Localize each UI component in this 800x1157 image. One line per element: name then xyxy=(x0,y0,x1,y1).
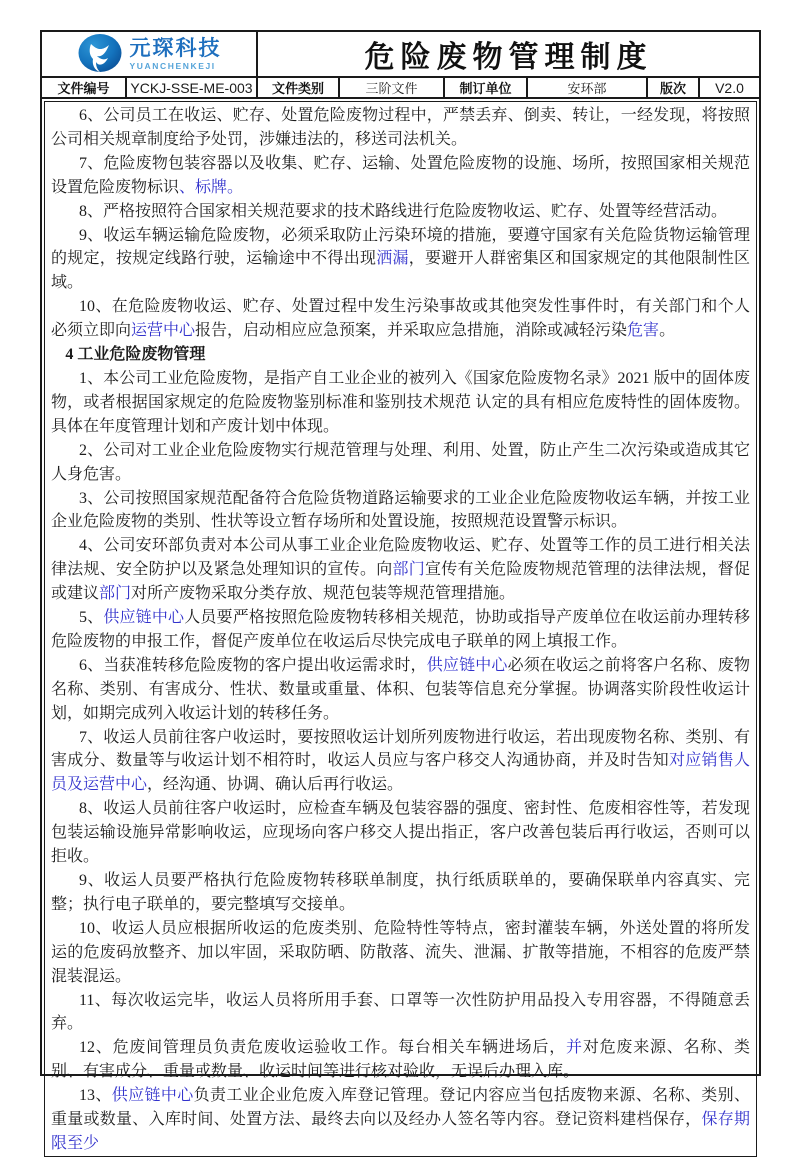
body-text: 5、 xyxy=(79,609,104,627)
body-text: 负责工业企业危废入库登记管理。登记内容应当包括废物来源、名称、类别、重量或数量、入库时间、处置方法、最终去向以及经办人签名等内容。登记资料建档保存， xyxy=(51,1087,750,1129)
body-text: 10、收运人员应根据所收运的危废类别、危险特性等特点，密封灌装车辆，外送处置的将所发运的危废码放整齐、加以牢固，采取防晒、防散落、流失、泄漏、扩散等措施，不相容的危废严禁混装混运。 xyxy=(51,919,750,985)
paragraph xyxy=(51,487,750,535)
paragraph xyxy=(51,152,750,200)
highlighted-text: 运营中心 xyxy=(131,322,196,340)
doc-issuer-label: 制订单位 xyxy=(445,78,528,97)
paragraph xyxy=(51,869,750,917)
doc-number-value: YCKJ-SSE-ME-003 xyxy=(127,78,258,97)
highlighted-text: 保存期限至少 xyxy=(51,1111,750,1152)
body-text: 6、当获准转移危险废物的客户提出收运需求时， xyxy=(79,656,427,674)
body-text: 12、危废间管理员负责危废收运验收工作。每台相关车辆进场后， xyxy=(79,1039,567,1057)
body-text: 报告，启动相应应急预案，并采取应急措施，消除或减轻污染 xyxy=(195,322,628,340)
doc-number-label: 文件编号 xyxy=(42,78,127,97)
body-text: 7、收运人员前往客户收运时，要按照收运计划所列废物进行收运，若出现废物名称、类别、有害成分、数量等与收运计划不相符时，收运人员应与客户移交人沟通协商，并及时告知 xyxy=(51,728,750,770)
paragraph xyxy=(51,439,750,487)
highlighted-text: 部门 xyxy=(392,561,426,579)
company-logo-text xyxy=(130,38,222,71)
doc-issuer-value: 安环部 xyxy=(528,78,648,97)
body-text: ，要避开人群密集区和国家规定的其他限制性区域。 xyxy=(51,250,750,292)
paragraph xyxy=(51,104,750,152)
document-header xyxy=(42,32,759,78)
document-title: 危险废物管理制度 xyxy=(364,41,653,74)
highlighted-text: 对应销售人员及运营中心 xyxy=(51,752,750,794)
body-text: 8、收运人员前往客户收运时，应检查车辆及包装容器的强度、密封性、危废相容性等，若发现包装运输设施异常影响收运，应现场向客户移交人提出指正，客户改善包装后再行收运，否则可以拒收。 xyxy=(51,800,750,866)
highlighted-text: 供应链中心 xyxy=(111,1087,194,1105)
body-text: 9、收运人员要严格执行危险废物转移联单制度，执行纸质联单的，要确保联单内容真实、完整；执行电子联单的，要完整填写交接单。 xyxy=(51,872,750,913)
body-text: 宣传有关危险废物规范管理的法律法规，督促或建议 xyxy=(51,561,750,603)
body-text: 对所产废物采取分类存放、规范包装等规范管理措施。 xyxy=(131,585,516,603)
highlighted-text: 供应链中心 xyxy=(103,609,185,627)
brand-name-en: YUANCHENKEJI xyxy=(129,60,216,71)
company-logo xyxy=(42,32,258,76)
body-text: 1、本公司工业危险废物，是指产自工业企业的被列入《国家危险废物名录》2021 版中的固体废物，或者根据国家规定的危险废物鉴别标准和鉴别技术规范 认定的具有相应危废特性的固体废物。具体在年度管理计划和产废计划中体现。 xyxy=(51,369,750,435)
highlighted-text: 危害 xyxy=(627,322,660,340)
paragraph xyxy=(51,534,750,606)
paragraph xyxy=(51,1084,750,1156)
body-text: 4、公司安环部负责对本公司从事工业企业危险废物收运、贮存、处置等工作的员工进行相关法律法规、安全防护以及紧急处理知识的宣传。向 xyxy=(51,537,750,579)
body-text: 3、公司按照国家规范配备符合危险货物道路运输要求的工业企业危险废物收运车辆，并按工业企业危险废物的类别、性状等设立暂存场所和处置设施，按照规范设置警示标识。 xyxy=(51,489,750,531)
company-logo-icon xyxy=(77,33,123,75)
paragraph xyxy=(51,1036,750,1084)
doc-category-value: 三阶文件 xyxy=(340,78,445,97)
document-body xyxy=(44,101,757,1157)
body-text: 。 xyxy=(659,322,676,340)
highlighted-text: 部门 xyxy=(99,585,132,603)
highlighted-text: 并 xyxy=(566,1039,583,1057)
section-heading xyxy=(51,343,750,367)
doc-version-label: 版次 xyxy=(648,78,700,97)
body-text: 8、严格按照符合国家相关规范要求的技术路线进行危险废物收运、贮存、处置等经营活动。 xyxy=(79,202,728,220)
body-text: 13、 xyxy=(79,1087,112,1105)
doc-category-label: 文件类别 xyxy=(258,78,340,97)
paragraph xyxy=(51,295,750,343)
body-text: 10、在危险废物收运、贮存、处置过程中发生污染事故或其他突发性事件时，有关部门和个人必须立即向 xyxy=(51,298,750,340)
paragraph xyxy=(51,917,750,989)
body-text: 对危废来源、名称、类别、有害成分、重量或数量、收运时间等进行核对验收，无误后办理入库。 xyxy=(51,1039,750,1081)
highlighted-text: 供应链中心 xyxy=(426,656,508,674)
body-text: 必须在收运之前将客户名称、废物名称、类别、有害成分、性状、数量或重量、体积、包装等信息充分掌握。协调落实阶段性收运计划，如期完成列入收运计划的转移任务。 xyxy=(51,656,750,722)
paragraph xyxy=(51,224,750,296)
body-text: 7、危险废物包装容器以及收集、贮存、运输、处置危险废物的设施、场所，按照国家相关规范设置危险废物标识 xyxy=(51,154,750,196)
body-text: ，经沟通、协调、确认后再行收运。 xyxy=(147,776,404,794)
body-text: 9、收运车辆运输危险废物，必须采取防止污染环境的措施，要遵守国家有关危险货物运输管理的规定，按规定线路行驶，运输途中不得出现 xyxy=(51,226,750,268)
title-cell xyxy=(258,32,759,76)
paragraph xyxy=(51,367,750,439)
body-text: 人员要严格按照危险废物转移相关规范，协助或指导产废单位在收运前办理转移危险废物的申报工作，督促产废单位在收运后尽快完成电子联单的网上填报工作。 xyxy=(51,609,750,650)
paragraph xyxy=(51,989,750,1037)
brand-name-cn: 元琛科技 xyxy=(129,36,222,60)
body-text: 2、公司对工业企业危险废物实行规范管理与处理、利用、处置，防止产生二次污染或造成其它人身危害。 xyxy=(51,441,750,483)
paragraph xyxy=(51,726,750,798)
paragraph xyxy=(51,606,750,654)
paragraph xyxy=(51,654,750,726)
doc-version-value: V2.0 xyxy=(715,79,744,96)
highlighted-text: 、标牌。 xyxy=(179,178,244,196)
highlighted-text: 洒漏 xyxy=(376,250,409,268)
body-text: 11、每次收运完毕，收运人员将所用手套、口罩等一次性防护用品投入专用容器，不得随意丢弃。 xyxy=(51,991,750,1033)
paragraph xyxy=(51,797,750,869)
document-frame xyxy=(40,30,761,1152)
body-text: 6、公司员工在收运、贮存、处置危险废物过程中，严禁丢弃、倒卖、转让，一经发现，将按照公司相关规章制度给予处罚，涉嫌违法的，移送司法机关。 xyxy=(51,107,750,148)
body-text: 4 工业危险废物管理 xyxy=(65,346,206,364)
paragraph xyxy=(51,200,750,224)
document-info-row xyxy=(42,78,759,99)
